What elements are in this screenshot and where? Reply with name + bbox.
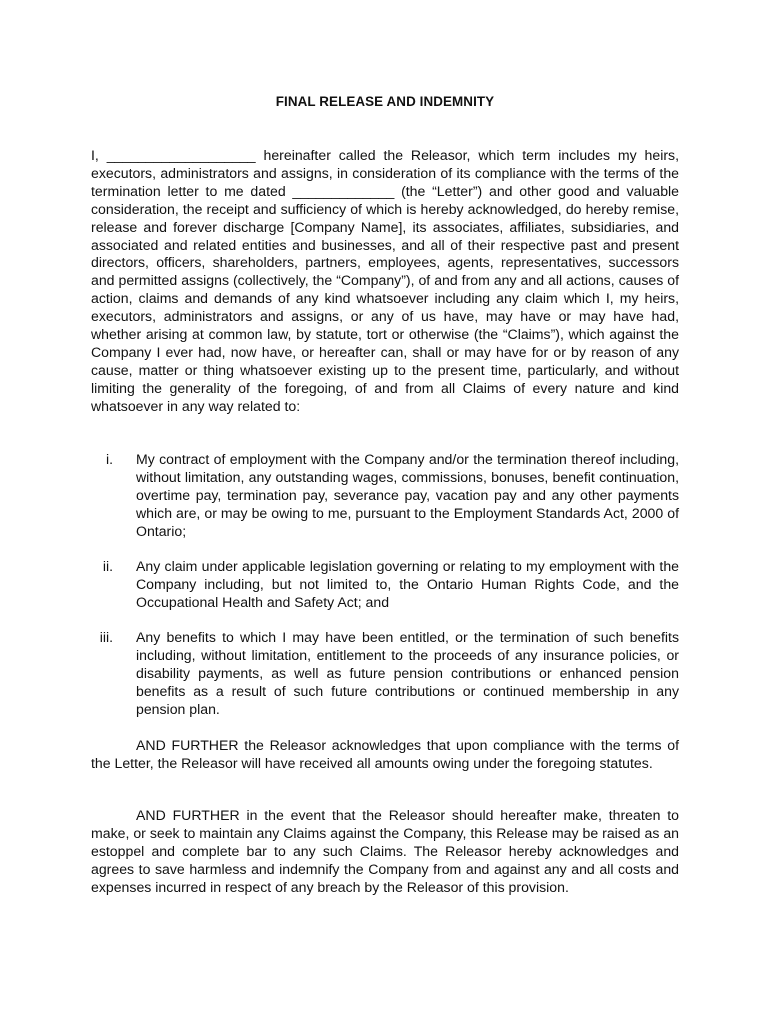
- list-item-text: Any benefits to which I may have been entitled, or the termination of such benefits including, without limitation, entitlement to the proceeds of any insurance policies, or disability payments, as well as future pension contributions or enhanced pension benefits as a result of such future contributions or continued membership in any pension plan.: [136, 629, 679, 717]
- further-paragraph-1: AND FURTHER the Releasor acknowledges that upon compliance with the terms of the Letter, the Releasor will have received all amounts owing under the foregoing statutes.: [91, 737, 679, 771]
- list-marker: iii.: [99, 629, 113, 645]
- list-marker: i.: [105, 451, 113, 467]
- list-item-text: My contract of employment with the Company and/or the termination thereof including, without limitation, any outstanding wages, commissions, bonuses, benefit continuation, overtime pay, termination pay, severance pay, vacation pay and any other payments which are, or may be owing to me, pursuant to the Employment Standards Act, 2000 of Ontario;: [136, 451, 679, 539]
- intro-paragraph: I, ___________________ hereinafter called the Releasor, which term includes my heirs, executors, administrators and assigns, in consideration of its compliance with the terms of the termination letter to me dated _____________ (the “Letter”) and other good and valuable consideration, the receipt and sufficiency of which is hereby acknowledged, do hereby remise, release and forever discharge [Company Name], its associates, affiliates, subsidiaries, and associated and related entities and businesses, and all of their respective past and present directors, officers, shareholders, partners, employees, agents, representatives, successors and permitted assigns (collectively, the “Company”), of and from any and all actions, causes of action, claims and demands of any kind whatsoever including any claim which I, my heirs, executors, administrators and assigns, or any of us have, may have or may have had, whether arising at common law, by statute, tort or otherwise (the “Claims”), which against the Company I ever had, now have, or hereafter can, shall or may have for or by reason of any cause, matter or thing whatsoever existing up to the present time, particularly, and without limiting the generality of the foregoing, of and from all Claims of every nature and kind whatsoever in any way related to:: [91, 147, 679, 414]
- list-item-text: Any claim under applicable legislation governing or relating to my employment with the Company including, but not limited to, the Ontario Human Rights Code, and the Occupational Health and Safety Act; and: [136, 558, 679, 610]
- document-title: FINAL RELEASE AND INDEMNITY: [275, 94, 495, 109]
- further-paragraph-2: AND FURTHER in the event that the Releasor should hereafter make, threaten to make, or seek to maintain any Claims against the Company, this Release may be raised as an estoppel and complete bar to any such Claims. The Releasor hereby acknowledges and agrees to save harmless and indemnify the Company from and against any and all costs and expenses incurred in respect of any breach by the Releasor of this provision.: [91, 807, 679, 895]
- list-marker: ii.: [102, 558, 113, 574]
